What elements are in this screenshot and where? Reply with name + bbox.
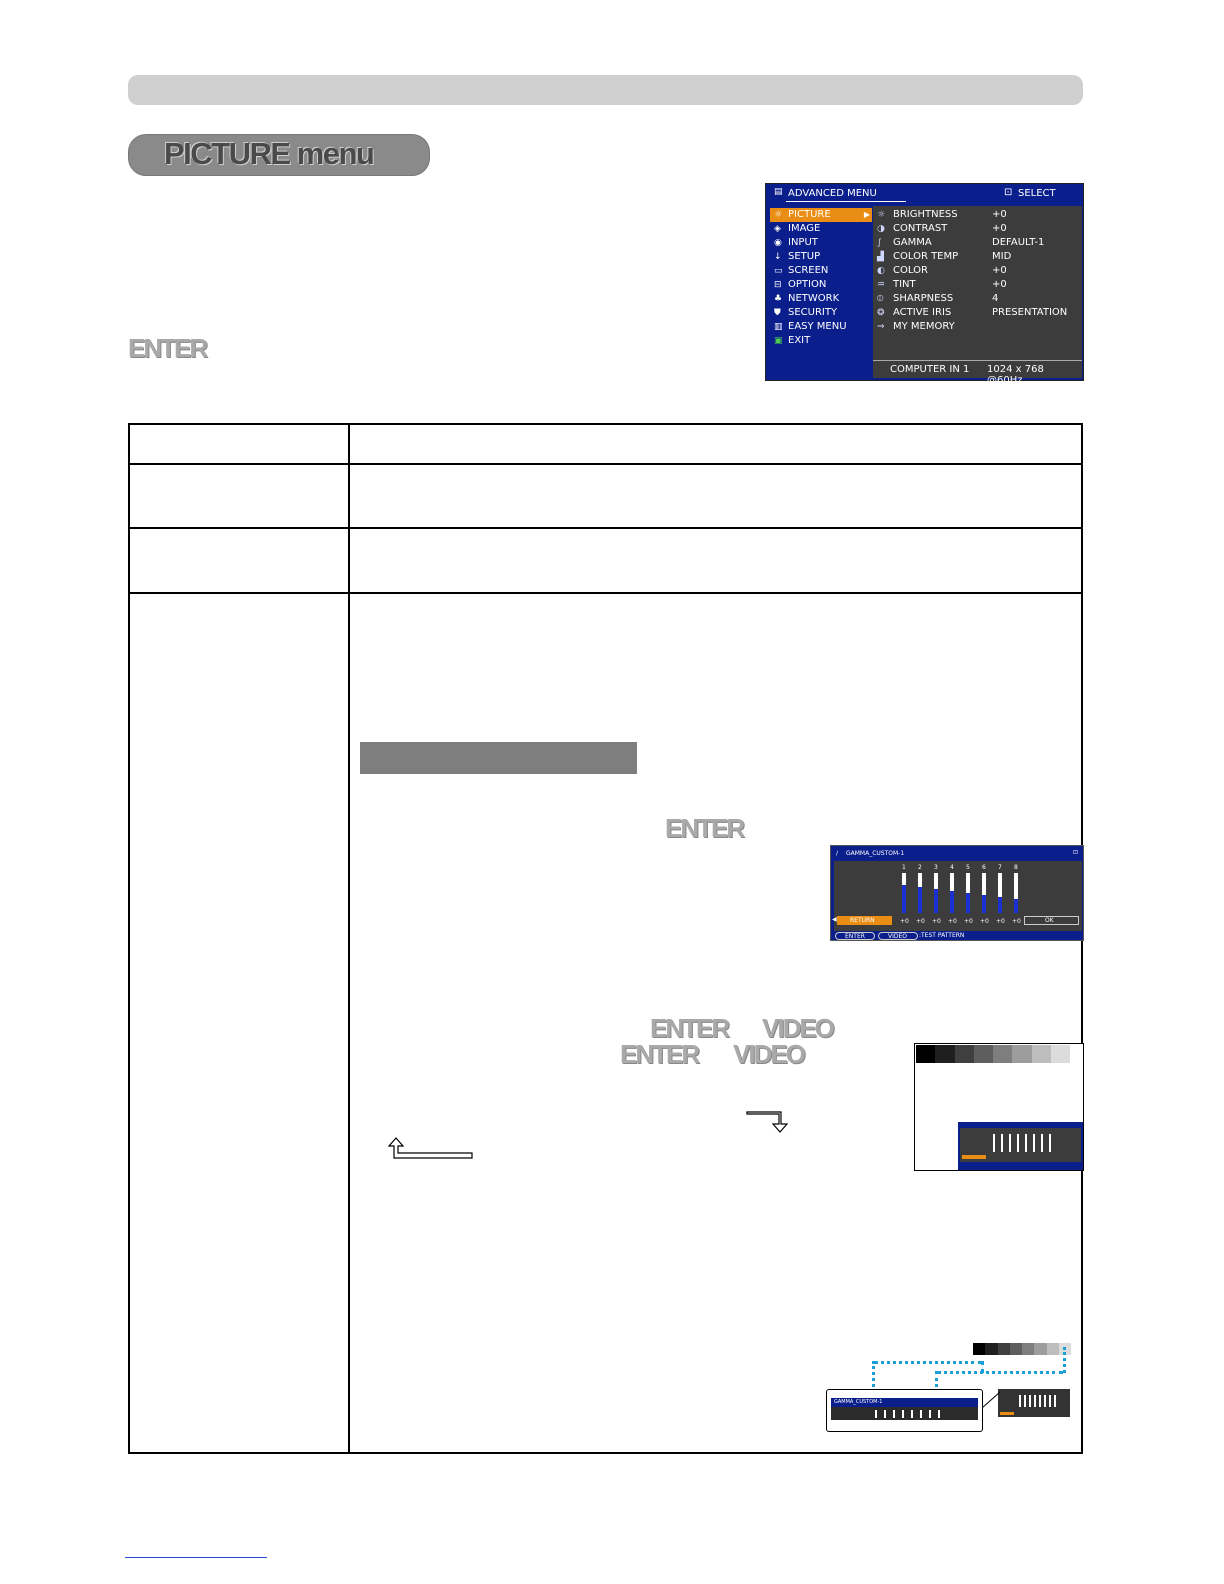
slider-fill — [966, 873, 970, 893]
table-header-divider — [128, 463, 1083, 465]
grayscale-steps — [973, 1343, 1071, 1355]
slider-value: +0 — [980, 918, 989, 925]
mini-slider — [1025, 1134, 1027, 1152]
mini-slider — [1034, 1395, 1036, 1407]
slider-channel-label: 8 — [1014, 864, 1018, 871]
zoomed-gamma-body — [831, 1407, 978, 1420]
menu-item-input[interactable]: ◉ INPUT — [774, 237, 818, 248]
return-button[interactable]: RETURN — [837, 916, 892, 925]
slider-value: +0 — [932, 918, 941, 925]
gray-step — [998, 1343, 1010, 1355]
setting-color[interactable]: ◐ COLOR +0 — [877, 265, 1007, 276]
setting-my-memory[interactable]: ⇒ MY MEMORY — [877, 321, 955, 332]
gray-step — [1012, 1045, 1031, 1063]
footer-resolution: 1024 x 768 @60Hz — [987, 364, 1044, 386]
menu-icon: ▤ — [774, 187, 783, 197]
mini-slider — [929, 1410, 931, 1418]
test-pattern-preview — [914, 1043, 1084, 1171]
menu-item-security[interactable]: ⛊ SECURITY — [774, 307, 838, 318]
gray-step — [1047, 1343, 1059, 1355]
table-column-divider — [348, 423, 350, 1454]
color-temp-icon: ▟ — [877, 252, 884, 262]
arrow-down-right-icon — [745, 1108, 793, 1134]
mini-slider — [1019, 1395, 1021, 1407]
mini-slider — [1001, 1134, 1003, 1152]
osd-menu-list — [770, 208, 872, 348]
screen-icon: ▭ — [774, 266, 783, 276]
setup-icon: ↓ — [774, 252, 782, 262]
osd-footer — [873, 360, 1082, 386]
setting-brightness[interactable]: ☼ BRIGHTNESS +0 — [877, 209, 1007, 220]
input-icon: ◉ — [774, 238, 782, 248]
gray-step — [935, 1045, 954, 1063]
mini-slider — [911, 1410, 913, 1418]
setting-gamma[interactable]: ∫ GAMMA DEFAULT-1 — [877, 237, 1045, 248]
footer-input: COMPUTER IN 1 — [890, 364, 970, 375]
gray-step — [973, 1343, 985, 1355]
osd-header — [766, 184, 1083, 206]
slider-channel-label: 4 — [950, 864, 954, 871]
test-pattern-label: :TEST PATTERN — [919, 932, 965, 939]
brightness-icon: ☼ — [877, 210, 886, 220]
menu-item-setup[interactable]: ↓ SETUP — [774, 251, 821, 262]
slider-value: +0 — [900, 918, 909, 925]
gamma-dialog-thumbnail — [998, 1389, 1070, 1417]
slider-fill — [998, 873, 1002, 897]
slider-fill — [902, 873, 906, 885]
mini-slider — [893, 1410, 895, 1418]
slider-fill — [1014, 873, 1018, 899]
option-icon: ⊟ — [774, 280, 782, 290]
gamma-slider[interactable] — [934, 873, 938, 913]
gray-step — [974, 1045, 993, 1063]
mini-slider — [1049, 1134, 1051, 1152]
gray-step — [993, 1045, 1012, 1063]
header-bar — [128, 75, 1083, 105]
mini-slider — [1039, 1395, 1041, 1407]
mini-slider — [875, 1410, 877, 1418]
enter-button-label: ENTER — [620, 1039, 699, 1069]
video-button-label: VIDEO — [762, 1013, 833, 1043]
mini-slider — [1009, 1134, 1011, 1152]
menu-item-picture[interactable]: ☼ PICTURE ▶ — [770, 208, 872, 222]
mini-slider — [1017, 1134, 1019, 1152]
mini-slider — [1049, 1395, 1051, 1407]
enter-button-label: ENTER — [128, 333, 207, 363]
table-row-divider — [128, 527, 1083, 529]
gray-step — [916, 1045, 935, 1063]
mini-slider — [993, 1134, 995, 1152]
mini-slider — [1024, 1395, 1026, 1407]
gray-step — [1032, 1045, 1051, 1063]
setting-contrast[interactable]: ◑ CONTRAST +0 — [877, 223, 1007, 234]
security-icon: ⛊ — [774, 308, 781, 318]
contrast-icon: ◑ — [877, 224, 885, 234]
slider-channel-label: 1 — [902, 864, 906, 871]
gray-step — [1010, 1343, 1022, 1355]
arrow-right-icon: ▶ — [863, 210, 870, 219]
slider-fill — [982, 873, 986, 895]
gamma-slider[interactable] — [950, 873, 954, 913]
arrow-left-icon: ◀ — [832, 916, 837, 923]
menu-item-option[interactable]: ⊟ OPTION — [774, 279, 827, 290]
mini-slider — [1041, 1134, 1043, 1152]
network-icon: ♣ — [774, 294, 783, 304]
video-button-label: VIDEO — [733, 1039, 804, 1069]
slider-fill — [918, 873, 922, 887]
slider-channel-label: 2 — [918, 864, 922, 871]
image-icon: ◈ — [774, 224, 781, 234]
slider-value: +0 — [948, 918, 957, 925]
gray-step — [1022, 1343, 1034, 1355]
dotted-connector — [1063, 1347, 1066, 1373]
gamma-slider[interactable] — [966, 873, 970, 913]
osd-title-underline — [786, 201, 906, 202]
enter-button-label: ENTER — [665, 813, 744, 843]
gamma-slider[interactable] — [1014, 873, 1018, 913]
menu-item-network[interactable]: ♣ NETWORK — [774, 293, 840, 304]
setting-active-iris[interactable]: ❂ ACTIVE IRIS PRESENTATION — [877, 307, 1068, 318]
gamma-icon: ∫ — [877, 238, 882, 248]
subheading-bar — [360, 742, 637, 774]
mini-slider — [902, 1410, 904, 1418]
easy-menu-icon: ▥ — [774, 322, 783, 332]
dotted-connector — [937, 1371, 1063, 1374]
zoomed-gamma-panel — [826, 1389, 983, 1432]
slider-channel-label: 6 — [982, 864, 986, 871]
menu-item-image[interactable]: ◈ IMAGE — [774, 223, 821, 234]
menu-item-screen[interactable]: ▭ SCREEN — [774, 265, 829, 276]
slider-channel-label: 7 — [998, 864, 1002, 871]
advanced-menu-osd — [765, 183, 1084, 386]
slider-value: +0 — [1012, 918, 1021, 925]
menu-item-easy-menu[interactable]: ▥ EASY MENU — [774, 321, 847, 332]
gamma-dialog-title: GAMMA_CUSTOM-1 — [846, 850, 905, 857]
slider-channel-label: 5 — [966, 864, 970, 871]
section-title: PICTURE menu — [164, 136, 374, 171]
thumbnail-return — [962, 1155, 986, 1159]
slider-fill — [934, 873, 938, 889]
zoomed-gamma-dialog — [831, 1398, 978, 1420]
select-icon: ⊡ — [1073, 849, 1079, 856]
ok-button[interactable]: OK — [1024, 916, 1079, 925]
menu-item-exit[interactable]: ▣ EXIT — [774, 335, 811, 346]
setting-color-temp[interactable]: ▟ COLOR TEMP MID — [877, 251, 1012, 262]
my-memory-icon: ⇒ — [877, 322, 885, 332]
footer-link-underline — [125, 1557, 267, 1558]
setting-tint[interactable]: ♒ TINT +0 — [877, 279, 1007, 290]
arrow-up-left-icon — [384, 1136, 476, 1162]
table-row-divider — [128, 592, 1083, 594]
color-icon: ◐ — [877, 266, 885, 276]
mini-slider — [1044, 1395, 1046, 1407]
slider-fill — [950, 873, 954, 891]
osd-title: ADVANCED MENU — [788, 188, 877, 199]
gamma-dialog-thumbnail — [958, 1122, 1083, 1170]
gamma-icon: ∕ — [836, 850, 839, 857]
picture-icon: ☼ — [774, 210, 783, 220]
setting-sharpness[interactable]: ⦶ SHARPNESS 4 — [877, 293, 999, 304]
gamma-slider[interactable] — [918, 873, 922, 913]
gamma-slider[interactable] — [998, 873, 1002, 913]
gamma-slider[interactable] — [982, 873, 986, 913]
zoomed-gamma-title: GAMMA_CUSTOM-1 — [834, 1399, 883, 1405]
slider-value: +0 — [964, 918, 973, 925]
slider-value: +0 — [996, 918, 1005, 925]
gray-step — [985, 1343, 997, 1355]
exit-icon: ▣ — [774, 336, 783, 346]
mini-slider — [1029, 1395, 1031, 1407]
gamma-custom-dialog — [830, 845, 1084, 941]
sharpness-icon: ⦶ — [877, 294, 884, 304]
gray-step — [1034, 1343, 1046, 1355]
gamma-slider[interactable] — [902, 873, 906, 913]
video-key: VIDEO — [878, 932, 918, 940]
mini-slider — [884, 1410, 886, 1418]
select-icon: ⊡ — [1004, 187, 1013, 198]
grayscale-steps — [916, 1045, 1070, 1063]
select-label: SELECT — [1018, 188, 1056, 199]
enter-button-label: ENTER — [650, 1013, 729, 1043]
tint-icon: ♒ — [877, 280, 886, 290]
enter-key: ENTER — [835, 932, 875, 940]
slider-value: +0 — [916, 918, 925, 925]
mini-slider — [1033, 1134, 1035, 1152]
dotted-connector — [874, 1361, 982, 1364]
mini-slider — [938, 1410, 940, 1418]
gray-step — [955, 1045, 974, 1063]
mini-slider — [1054, 1395, 1056, 1407]
slider-channel-label: 3 — [934, 864, 938, 871]
gray-step — [1051, 1045, 1070, 1063]
mini-slider — [920, 1410, 922, 1418]
callout-pointer — [982, 1390, 1002, 1410]
thumbnail-return — [1000, 1412, 1014, 1415]
active-iris-icon: ❂ — [877, 308, 885, 318]
osd-settings-pane — [873, 206, 1082, 378]
